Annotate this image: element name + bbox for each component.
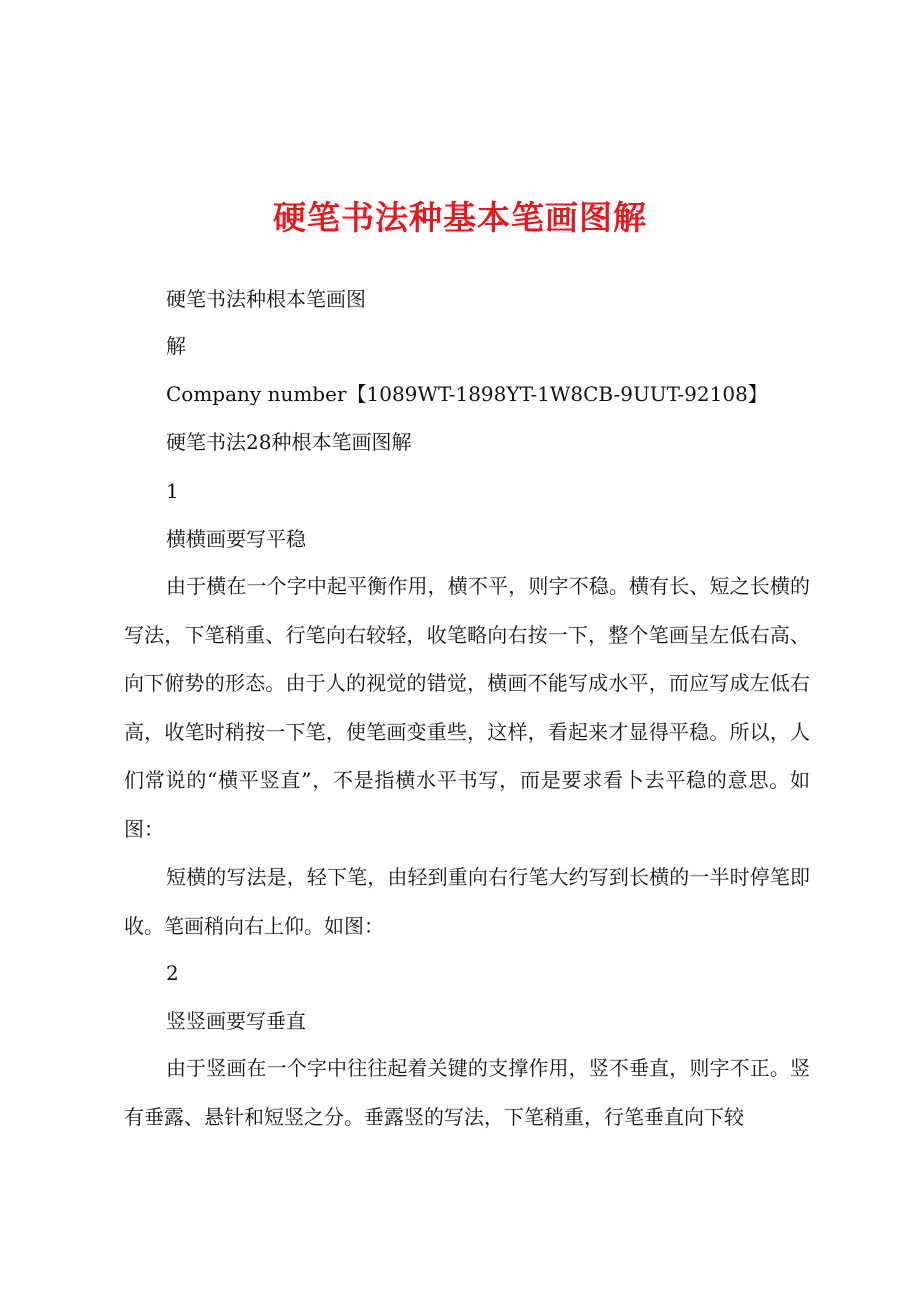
item-heading-1: 横横画要写平稳 — [166, 527, 306, 551]
paragraph-vertical: 由于竖画在一个字中往往起着关键的支撑作用，竖不垂直，则字不正。竖有垂露、悬针和短竖之分。垂露竖的写法，下笔稍重，行笔垂直向下较 — [124, 1056, 810, 1129]
section-heading: 硬笔书法28种根本笔画图解 — [166, 430, 412, 454]
company-number: Company number【1089WT-1898YT-1W8CB-9UUT-92108】 — [166, 382, 768, 406]
subtitle-line-2: 解 — [166, 334, 186, 358]
paragraph-horizontal-short: 短横的写法是，轻下笔，由轻到重向右行笔大约写到长横的一半时停笔即收。笔画稍向右上仰。如图： — [124, 865, 810, 938]
subtitle-line-1: 硬笔书法种根本笔画图 — [166, 287, 366, 311]
item-number-2: 2 — [166, 961, 179, 985]
item-heading-2: 竖竖画要写垂直 — [166, 1009, 306, 1033]
paragraph-horizontal-long: 由于横在一个字中起平衡作用，横不平，则字不稳。横有长、短之长横的写法，下笔稍重、行笔向右较轻，收笔略向右按一下，整个笔画呈左低右高、向下俯势的形态。由于人的视觉的错觉，横画不能写成水平，而应写成左低右高，收笔时稍按一下笔，使笔画变重些，这样，看起来才显得平稳。所以，人们常说的“横平竖直”，不是指横水平书写，而是要求看卜去平稳的意思。如图： — [124, 574, 810, 841]
item-number-1: 1 — [166, 479, 179, 503]
document-title: 硬笔书法种基本笔画图解 — [273, 198, 647, 237]
